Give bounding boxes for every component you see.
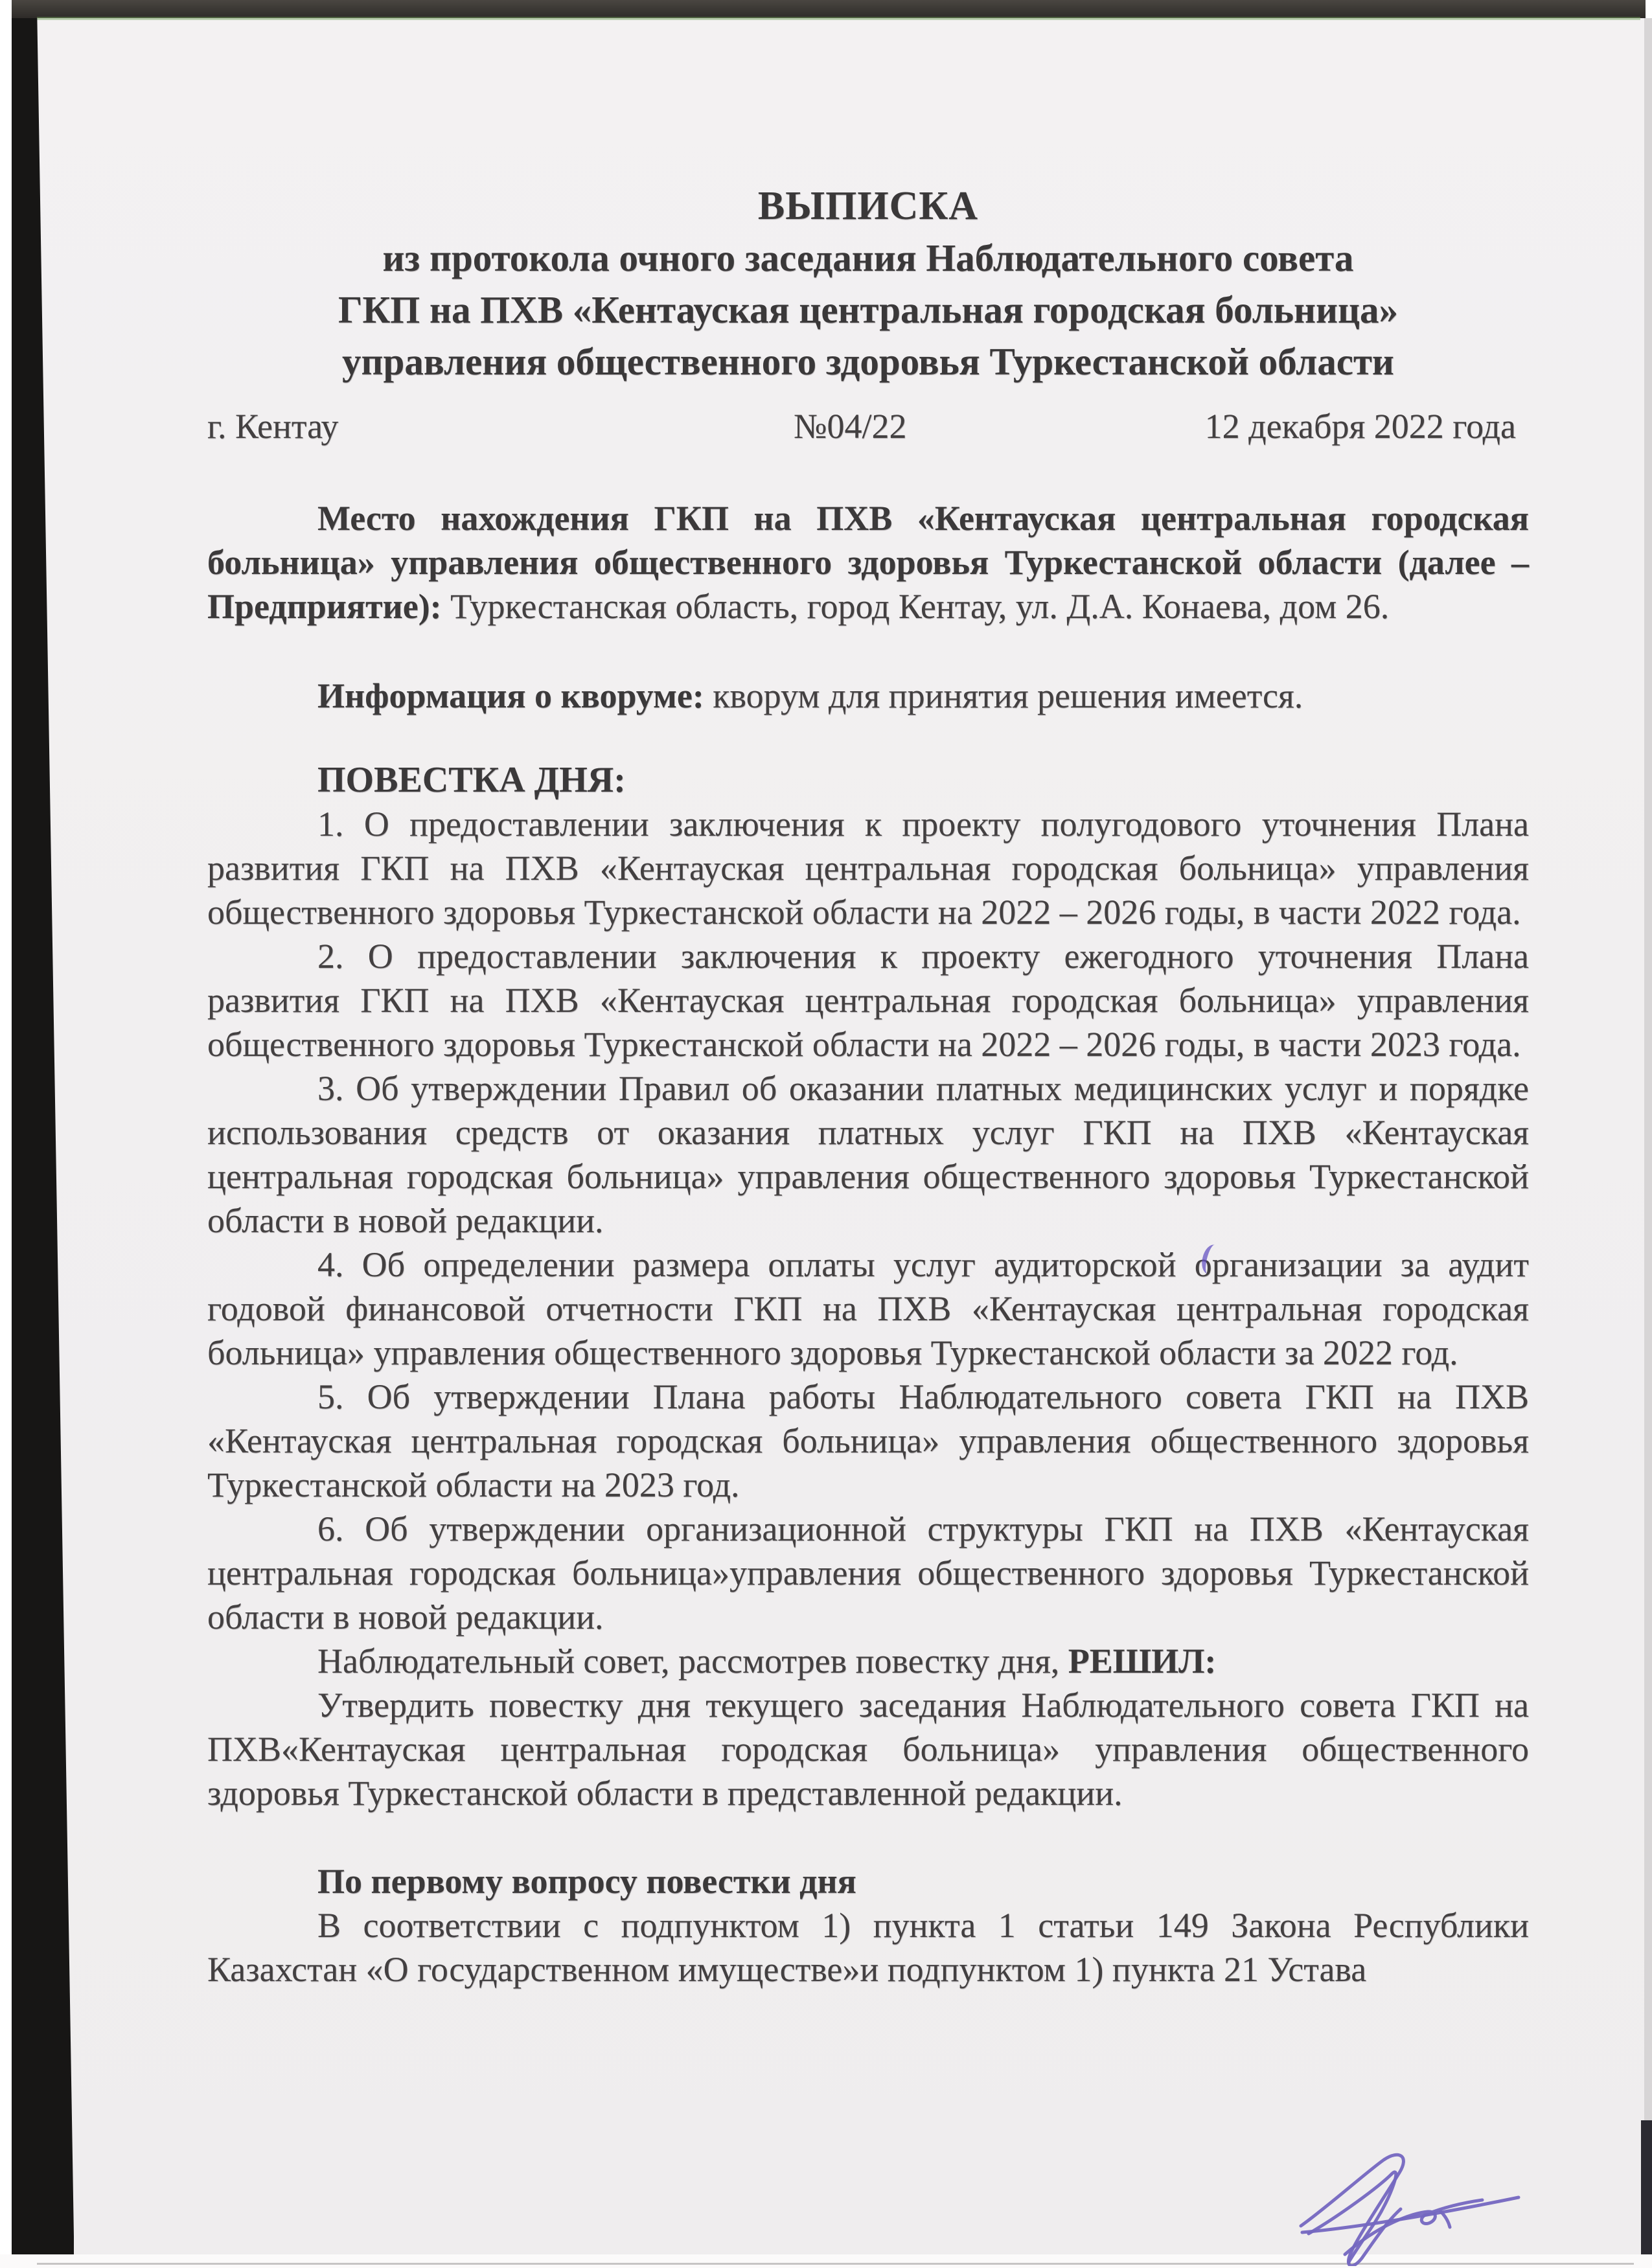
meta-place: г. Кентау [207,407,339,446]
subtitle-line-3: управления общественного здоровья Туркестанской области [342,340,1394,383]
resolution-text: Утвердить повестку дня текущего заседания Наблюдательного совета ГКП на ПХВ«Кентауская центральная городская больница» управления общественного здоровья Туркестанской области в представленной редакции. [207,1686,1529,1813]
agenda-item-6: 6. Об утверждении организационной структуры ГКП на ПХВ «Кентауская центральная городская больница»управления общественного здоровья Туркестанской области в новой редакции. [207,1509,1529,1636]
resolution-intro-bold: РЕШИЛ: [1068,1642,1217,1680]
agenda-item-3: 3. Об утверждении Правил об оказании платных медицинских услуг и порядке использования средств от оказания платных услуг ГКП на ПХВ «Кентауская центральная городская больница» управления общественного здоровья Туркестанской области в новой редакции. [207,1069,1529,1240]
resolution-intro [207,1639,1529,1683]
scan-edge-right-dark [1641,2120,1652,2255]
signature-flourish [1288,2149,1534,2266]
subtitle-line-2: ГКП на ПХВ «Кентауская центральная городская больница» [338,288,1398,331]
meta-date: 12 декабря 2022 года [1204,407,1516,446]
location-paragraph-regular: Туркестанская область, город Кентау, ул. Д.А. Конаева, дом 26. [441,587,1390,626]
first-question-heading: По первому вопросу повестки дня [317,1862,856,1901]
agenda-item-4: 4. Об определении размера оплаты услуг аудиторской организации за аудит годовой финансовой отчетности ГКП на ПХВ «Кентауская центральная городская больница» управления общественного здоровья Туркестанской области за 2022 год. [207,1245,1529,1372]
agenda-item-1: 1. О предоставлении заключения к проекту полугодового уточнения Плана развития ГКП на ПХВ «Кентауская центральная городская больница» управления общественного здоровья Туркестанской области на 2022 – 2026 годы, в части 2022 года. [207,805,1529,932]
agenda-heading: ПОВЕСТКА ДНЯ: [317,760,626,800]
location-paragraph [207,496,1529,628]
document-body [207,18,1529,1991]
first-question-text: В соответствии с подпунктом 1) пункта 1 статьи 149 Закона Республики Казахстан «О государственном имуществе»и подпунктом 1) пункта 21 Устава [207,1906,1529,1989]
resolution-intro-regular: Наблюдательный совет, рассмотрев повестку дня, [317,1642,1068,1680]
meta-document-number: №04/22 [794,407,907,446]
quorum-paragraph-regular: кворум для принятия решения имеется. [704,676,1303,715]
scan-edge-right-light [1644,18,1652,2120]
location-paragraph-bold: Место нахождения ГКП на ПХВ «Кентауская центральная городская больница» управления общественного здоровья Туркестанской области (далее – Предприятие): [207,499,1529,626]
quorum-paragraph-bold: Информация о кворуме: [317,676,704,715]
scan-edge-top [12,0,1646,18]
agenda-item-5: 5. Об утверждении Плана работы Наблюдательного совета ГКП на ПХВ «Кентауская центральная городская больница» управления общественного здоровья Туркестанской области на 2023 год. [207,1377,1529,1504]
quorum-paragraph [207,674,1529,718]
document-subtitle [207,232,1529,387]
subtitle-line-1: из протокола очного заседания Наблюдательного совета [382,236,1354,279]
meta-row [207,404,1529,448]
document-title: ВЫПИСКА [757,184,979,228]
agenda-item-2: 2. О предоставлении заключения к проекту ежегодного уточнения Плана развития ГКП на ПХВ «Кентауская центральная городская больница» управления общественного здоровья Туркестанской области на 2022 – 2026 годы, в части 2023 года. [207,937,1529,1064]
